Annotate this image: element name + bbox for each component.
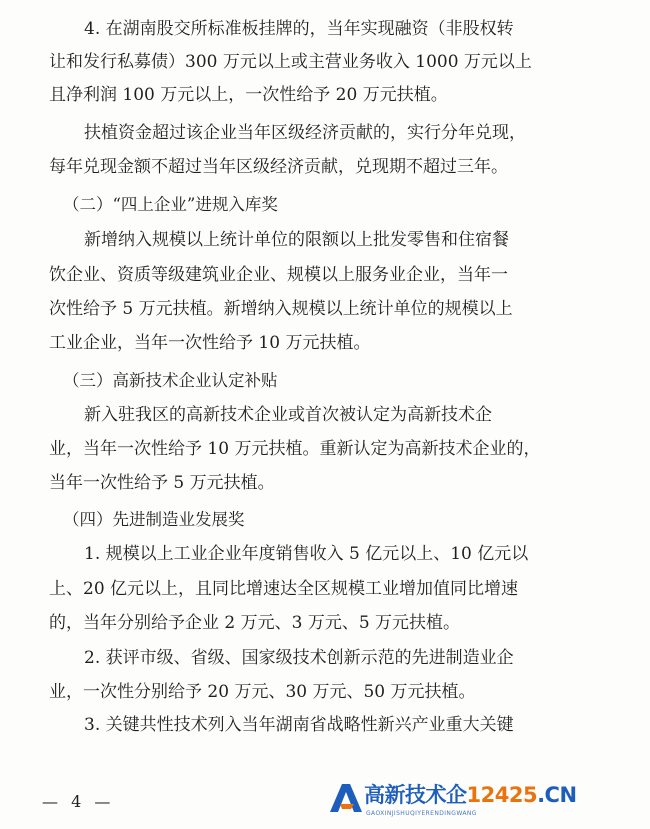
text-line: 2. 获评市级、省级、国家级技术创新示范的先进制造业企 (84, 648, 514, 668)
text-line: 业，一次性分别给予 20 万元、30 万元、50 万元扶植。 (49, 682, 476, 702)
text-line: 新入驻我区的高新技术企业或首次被认定为高新技术企 (84, 405, 492, 425)
text-line: 工业企业，当年一次性给予 10 万元扶植。 (49, 333, 371, 353)
text-line: 4. 在湖南股交所标准板挂牌的，当年实现融资（非股权转 (84, 19, 514, 39)
text-line: 的，当年分别给予企业 2 万元、3 万元、5 万元扶植。 (49, 613, 461, 633)
text-line: 扶植资金超过该企业当年区级经济贡献的，实行分年兑现， (84, 123, 526, 143)
text-line: 让和发行私募债）300 万元以上或主营业务收入 1000 万元以上 (49, 52, 532, 72)
text-line: 饮企业、资质等级建筑业企业、规模以上服务业企业，当年一 (49, 265, 508, 285)
page-number: — 4 — (42, 792, 115, 811)
text-line: 新增纳入规模以上统计单位的限额以上批发零售和住宿餐 (84, 230, 509, 250)
watermark-brand: 高新技术企12425.CN (364, 783, 577, 807)
section-heading: （四）先进制造业发展奖 (63, 510, 245, 529)
section-heading: （三）高新技术企业认定补贴 (63, 371, 278, 390)
text-line: 1. 规模以上工业企业年度销售收入 5 亿元以上、10 亿元以 (84, 544, 529, 564)
text-line: 3. 关键共性技术列入当年湖南省战略性新兴产业重大关键 (84, 715, 514, 735)
text-line: 每年兑现金额不超过当年区级经济贡献，兑现期不超过三年。 (49, 157, 508, 177)
watermark-subtitle: GAOXINJISHUQIYERENDINGWANG (366, 810, 477, 817)
site-watermark (326, 766, 577, 829)
text-line: 业，当年一次性给予 10 万元扶植。重新认定为高新技术企业的， (49, 439, 541, 459)
section-heading: （二）“四上企业”进规入库奖 (63, 195, 278, 214)
brand-logo-icon (328, 782, 362, 814)
text-line: 且净利润 100 万元以上，一次性给予 20 万元扶植。 (49, 85, 448, 105)
text-line: 上、20 亿元以上，且同比增速达全区规模工业增加值同比增速 (49, 579, 519, 599)
text-line: 当年一次性给予 5 万元扶植。 (49, 473, 275, 493)
text-line: 次性给予 5 万元扶植。新增纳入规模以上统计单位的规模以上 (49, 299, 513, 319)
